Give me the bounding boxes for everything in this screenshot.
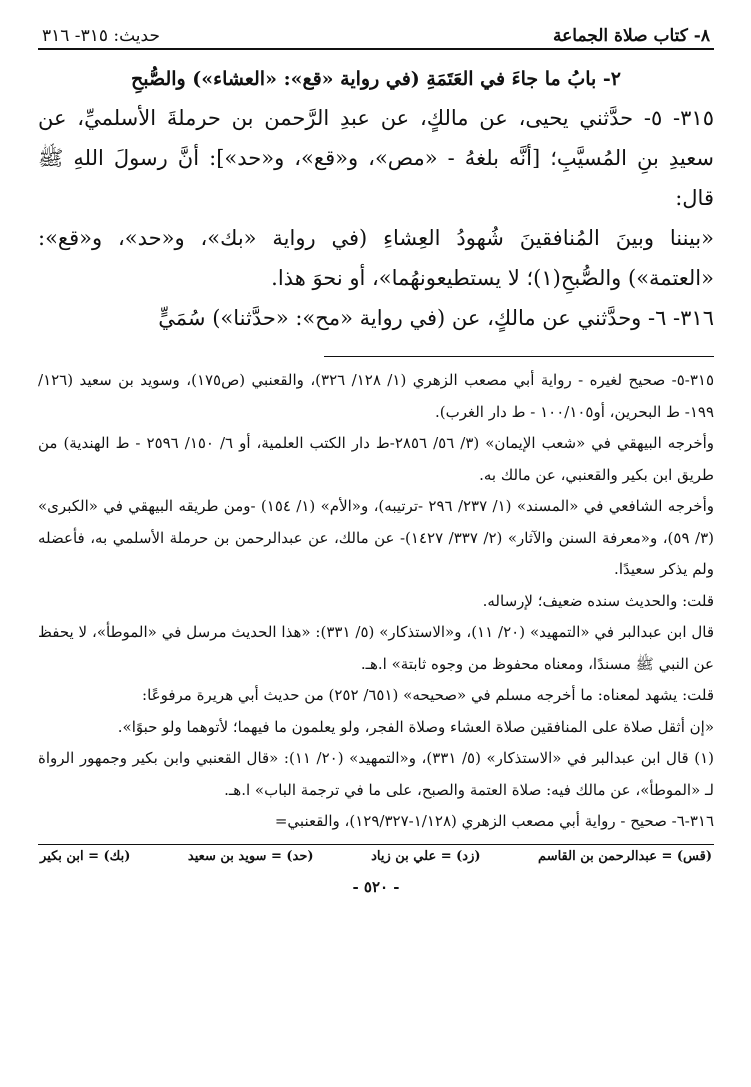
note-paragraph: وأخرجه الشافعي في «المسند» (١/ ٢٣٧/ ٢٩٦ -ترتيبه)، و«الأم» (١/ ١٥٤) -ومن طريقه البيهقي في «الكبرى» (٣/ ٥٩)، و«معرفة السنن والآثار» (٢/ ٣٣٧/ ١٤٢٧)- عن مالك، عن عبدالرحمن بن حرملة الأسلمي به، فأعضله ولم يذكر سعيدًا. [38,497,715,578]
abbreviation-item: (قس) = عبدالرحمن بن القاسم [538,848,712,864]
footnotes [38,365,714,838]
book-page [38,12,714,1074]
note-paragraph: ٣١٦-٦- صحيح - رواية أبي مصعب الزهري (١/١٢٨-١٢٩/٣٢٧)، والقعنبي= [274,812,714,830]
section-heading: ٢- بابُ ما جاءَ في العَتَمَةِ (في رواية «قع»: «العشاء») والصُّبحِ [130,68,622,90]
abbreviation-item: (زد) = علي بن زياد [371,848,481,864]
footnote-separator [324,356,714,357]
hadith-315-paragraph: ٣١٥- ٥- حدَّثني يحيى، عن مالكٍ، عن عبدِ الرَّحمن بن حرملةَ الأسلميِّ، عن سعيدِ بنِ المُسيَّبِ؛ [أنَّه بلغهُ - «مص»، و«قع»، و«حد»]: أنَّ رسولَ اللهِ ﷺ قال: [38,106,714,210]
hadith-316-paragraph: ٣١٦- ٦- وحدَّثني عن مالكٍ، عن (في رواية «مح»: «حدَّثنا») سُمَيٍّ [158,306,714,330]
hadith-range: حديث: ٣١٥- ٣١٦ [42,26,160,46]
note-paragraph: قلت: يشهد لمعناه: ما أخرجه مسلم في «صحيحه» (٦٥١/ ٢٥٢) من حديث أبي هريرة مرفوعًا: [142,686,714,704]
running-header [38,12,714,50]
note-paragraph: «إن أثقل صلاة على المنافقين صلاة العشاء وصلاة الفجر، ولو يعلمون ما فيهما؛ لأتوهما ولو حبوًا». [117,717,714,736]
chapter-title: ٨- كتاب صلاة الجماعة [553,26,710,46]
abbreviation-item: (بك) = ابن بكير [40,848,131,864]
page-number: - ٥٢٠ - [352,877,400,896]
note-paragraph: (١) قال ابن عبدالبر في «الاستذكار» (٥/ ٣٣١)، و«التمهيد» (٢٠/ ١١): «قال القعنبي وابن بكير وجمهور الرواة لـ «الموطأ»، عن مالك فيه: صلاة العتمة والصبح، على ما في ترجمة الباب» ا.هـ. [38,749,715,799]
hadith-315-matn: «بيننا وبينَ المُنافقينَ شُهودُ العِشاءِ (في رواية «بك»، و«حد»، و«قع»: «العتمة») والصُّبحِ(١)؛ لا يستطيعونهُما»، أو نحوَ هذا. [38,226,714,290]
note-paragraph: ٣١٥-٥- صحيح لغيره - رواية أبي مصعب الزهري (١/ ١٢٨/ ٣٢٦)، والقعنبي (ص١٧٥)، وسويد بن سعيد (١٢٦/ ١٩٩- ط البحرين، أو١٠٠/١٠٥ - ط دار الغرب). [38,371,714,421]
note-paragraph: وأخرجه البيهقي في «شعب الإيمان» (٣/ ٥٦/ ٢٨٥٦-ط دار الكتب العلمية، أو ٦/ ١٥٠/ ٢٥٩٦ - ط الهندية) من طريق ابن بكير والقعنبي، عن مالك به. [38,434,715,484]
main-text [38,98,714,338]
note-paragraph: قلت: والحديث سنده ضعيف؛ لإرساله. [482,591,714,610]
abbreviation-item: (حد) = سويد بن سعيد [187,848,314,864]
note-paragraph: قال ابن عبدالبر في «التمهيد» (٢٠/ ١١)، و«الاستذكار» (٥/ ٣٣١): «هذا الحديث مرسل في «الموطأ»، لا يحفظ عن النبي ﷺ مسندًا، ومعناه محفوظ من وجوه ثابتة» ا.هـ. [38,623,715,673]
abbreviation-key [38,845,714,864]
